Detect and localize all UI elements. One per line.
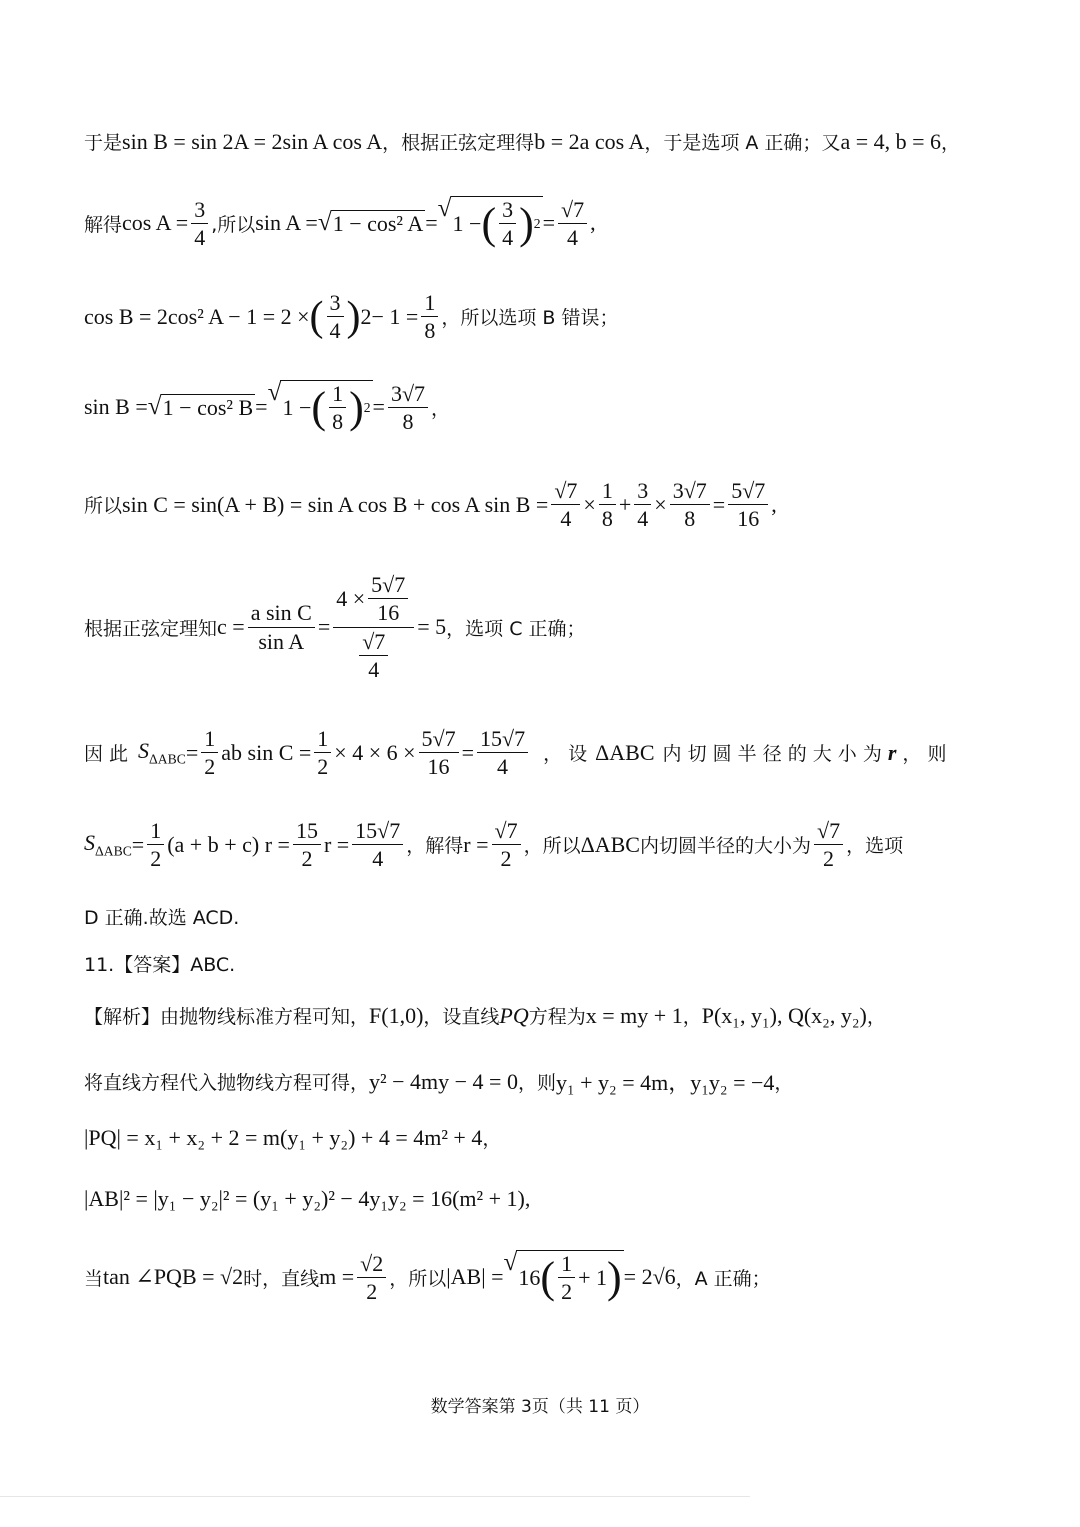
formula: m = xyxy=(319,1264,355,1290)
formula: = 2√6 xyxy=(623,1264,676,1290)
text: ， xyxy=(682,1006,702,1028)
text: ， xyxy=(866,1006,886,1028)
solution-line-1 xyxy=(84,128,1010,155)
text: 内切圆半径的大小为 xyxy=(639,835,811,858)
text: , xyxy=(771,491,777,517)
text: ， xyxy=(941,132,961,154)
square-root: √ 1 − ( $\frac{3}{4}$ ) 2 xyxy=(437,194,541,251)
formula: sin C = sin(A + B) = sin A cos B + cos A sin B = xyxy=(122,491,549,517)
answer-heading xyxy=(84,950,1010,977)
formula: = xyxy=(372,394,385,420)
formula: cos B = 2cos² A − 1 = 2 × xyxy=(84,303,310,329)
formula: F(1,0) xyxy=(369,1002,424,1028)
divider xyxy=(0,1496,750,1497)
text: 因 此 xyxy=(84,743,129,766)
solution-line-13 xyxy=(84,1124,1010,1151)
text: ，A 正确； xyxy=(675,1267,771,1290)
formula: |PQ| = x₁ + x₂ + 2 = m(y₁ + y₂) + 4 = 4m² + 4 xyxy=(84,1124,483,1150)
text: ，选项 xyxy=(846,835,904,858)
fraction: $\frac{√2}{2}$ xyxy=(357,1251,386,1305)
area-symbol: $S_{\Delta ABC}$ xyxy=(84,830,132,859)
formula: a = 4, b = 6 xyxy=(840,128,942,154)
formula: ΔABC xyxy=(595,739,655,765)
formula: y₁ + y₂ = 4m，y₁y₂ = −4 xyxy=(555,1070,775,1095)
fraction: $\frac{1}{2}$ xyxy=(314,726,331,780)
text: 于是 xyxy=(84,132,123,154)
text: ，解得 xyxy=(406,835,464,858)
formula: x = my + 1 xyxy=(585,1002,683,1028)
square-root: √ 1 − ( $\frac{1}{8}$ ) 2 xyxy=(267,378,371,435)
text: ， xyxy=(482,1128,502,1150)
fraction: $\frac{3√7}{8}$ xyxy=(670,478,710,532)
formula: r = xyxy=(323,831,350,857)
text: 解得 xyxy=(84,213,123,236)
formula: sin B = sin 2A = 2sin A cos A xyxy=(122,128,383,154)
text: ， xyxy=(774,1072,794,1094)
square-root: √ 1 − cos² B xyxy=(147,391,254,420)
area-symbol: $S_{\Delta ABC}$ xyxy=(138,738,186,767)
solution-line-4 xyxy=(84,380,1010,435)
solution-line-15 xyxy=(84,1250,1010,1305)
formula: r = xyxy=(463,831,489,857)
fraction: $\frac{√7}{4}$ xyxy=(558,197,587,251)
formula: b = 2a cos A xyxy=(534,128,645,154)
text: , xyxy=(590,210,596,236)
text: 内 切 圆 半 径 的 大 小 为 xyxy=(662,743,882,766)
fraction: $\frac{15√7}{4}$ xyxy=(352,818,403,872)
text: ， 则 xyxy=(902,743,947,766)
fraction: $\frac{3√7}{8}$ xyxy=(388,381,428,435)
solution-line-2 xyxy=(84,196,1010,251)
text: ，选项 C 正确； xyxy=(446,617,586,640)
text: ,所以 xyxy=(211,213,256,236)
text: 根据正弦定理知 xyxy=(84,617,218,640)
fraction: $\frac{√7}{2}$ xyxy=(492,818,521,872)
text: ，所以 xyxy=(389,1267,447,1290)
text: ，则 xyxy=(517,1072,556,1094)
square-root: √ 16 ( $\frac{1}{2}$ + 1 ) xyxy=(503,1248,622,1305)
fraction: $\frac{3}{4}$ xyxy=(634,478,651,532)
formula: (a + b + c) r = xyxy=(167,831,290,857)
formula: PQ xyxy=(499,1002,529,1028)
text: 时，直线 xyxy=(243,1267,320,1290)
solution-line-6 xyxy=(84,572,1010,682)
fraction: $\frac{1}{2}$ xyxy=(201,726,218,780)
formula: tan ∠PQB = √2 xyxy=(103,1264,244,1290)
fraction: $\frac{√7}{4}$ xyxy=(551,478,580,532)
text: 所以 xyxy=(84,495,123,518)
page-footer: 数学答案第 3页（共 11 页） xyxy=(430,1397,650,1417)
text: ，所以选项 B 错误； xyxy=(441,307,619,330)
fraction: $\frac{1}{8}$ xyxy=(599,478,616,532)
formula: = 5 xyxy=(417,614,447,640)
fraction: $\frac{3}{4}$ xyxy=(327,290,344,344)
solution-line-9 xyxy=(84,903,1010,930)
text: 方程为 xyxy=(528,1006,586,1028)
text: 当 xyxy=(84,1267,104,1290)
solution-line-11 xyxy=(84,1002,1010,1029)
formula: = xyxy=(425,210,438,236)
fraction: $\frac{5√7}{16}$ xyxy=(728,478,768,532)
formula: = xyxy=(255,394,268,420)
square-root: √ 1 − cos² A xyxy=(317,207,424,236)
fraction: $\frac{\text{a sin C}}{\text{sin A}}$ xyxy=(248,600,315,654)
solution-line-3: cos B = 2cos² A − 1 = 2 × ( $\frac{3}{4}$ ) 2 − 1 = $\frac{1}{8}$ ，所以选项 B 错误； xyxy=(84,290,619,344)
solution-line-12 xyxy=(84,1066,1010,1097)
formula: sin B = xyxy=(84,394,148,420)
formula: ab sin C = xyxy=(221,739,312,765)
text: ，于是选项 A 正确；又 xyxy=(644,132,841,154)
solution-line-7 xyxy=(84,726,1010,780)
formula: ΔABC xyxy=(580,831,640,857)
text: ，设直线 xyxy=(423,1006,500,1028)
fraction: $\frac{1}{8}$ xyxy=(421,290,438,344)
formula: sin A = xyxy=(255,210,318,236)
formula: = xyxy=(131,831,145,857)
formula: × 4 × 6 × xyxy=(334,739,416,765)
text: D 正确.故选 ACD. xyxy=(84,907,240,929)
formula: y² − 4my − 4 = 0 xyxy=(369,1068,518,1094)
text: ，所以 xyxy=(523,835,581,858)
formula: cos A = xyxy=(122,210,189,236)
fraction: $\frac{15√7}{4}$ xyxy=(477,726,528,780)
text: 将直线方程代入抛物线方程可得， xyxy=(84,1072,370,1094)
formula: |AB|² = |y₁ − y₂|² = (y₁ + y₂)² − 4y₁y₂ = 16(m² + 1) xyxy=(84,1186,525,1211)
text: , xyxy=(524,1186,531,1211)
text: ，根据正弦定理得 xyxy=(382,132,535,154)
fraction: $\frac{1}{2}$ xyxy=(147,818,164,872)
compound-fraction: 4 × $\frac{5√7}{16}$ $\frac{√7}{4}$ xyxy=(333,572,414,682)
formula: r xyxy=(887,739,897,765)
text: ， xyxy=(431,397,451,420)
text: ， 设 xyxy=(543,743,588,766)
solution-line-8 xyxy=(84,818,1010,872)
fraction: $\frac{√7}{2}$ xyxy=(814,818,843,872)
formula: c = xyxy=(217,614,245,640)
formula: = xyxy=(317,614,331,640)
formula: |AB| = xyxy=(446,1264,504,1290)
formula: P(x₁, y₁), Q(x₂, y₂) xyxy=(701,1002,867,1028)
fraction: $\frac{5√7}{16}$ xyxy=(419,726,459,780)
formula: = xyxy=(542,210,555,236)
formula: = xyxy=(185,739,199,765)
solution-line-14 xyxy=(84,1186,1010,1212)
solution-line-5: 所以 sin C = sin(A + B) = sin A cos B + cos A sin B = $\frac{√7}{4}$ × $\frac{1}{8}$ + $\frac{3}{4}$ × $\frac{3√7}{8}$ = $\frac{5√7}{16}$ , xyxy=(84,478,777,532)
fraction: $\frac{15}{2}$ xyxy=(293,818,321,872)
fraction: $\frac{3}{4}$ xyxy=(191,197,208,251)
formula: − 1 = xyxy=(371,303,419,329)
text: 【解析】由抛物线标准方程可知， xyxy=(84,1006,370,1028)
text: 11.【答案】ABC. xyxy=(84,954,236,976)
formula: = xyxy=(461,739,475,765)
